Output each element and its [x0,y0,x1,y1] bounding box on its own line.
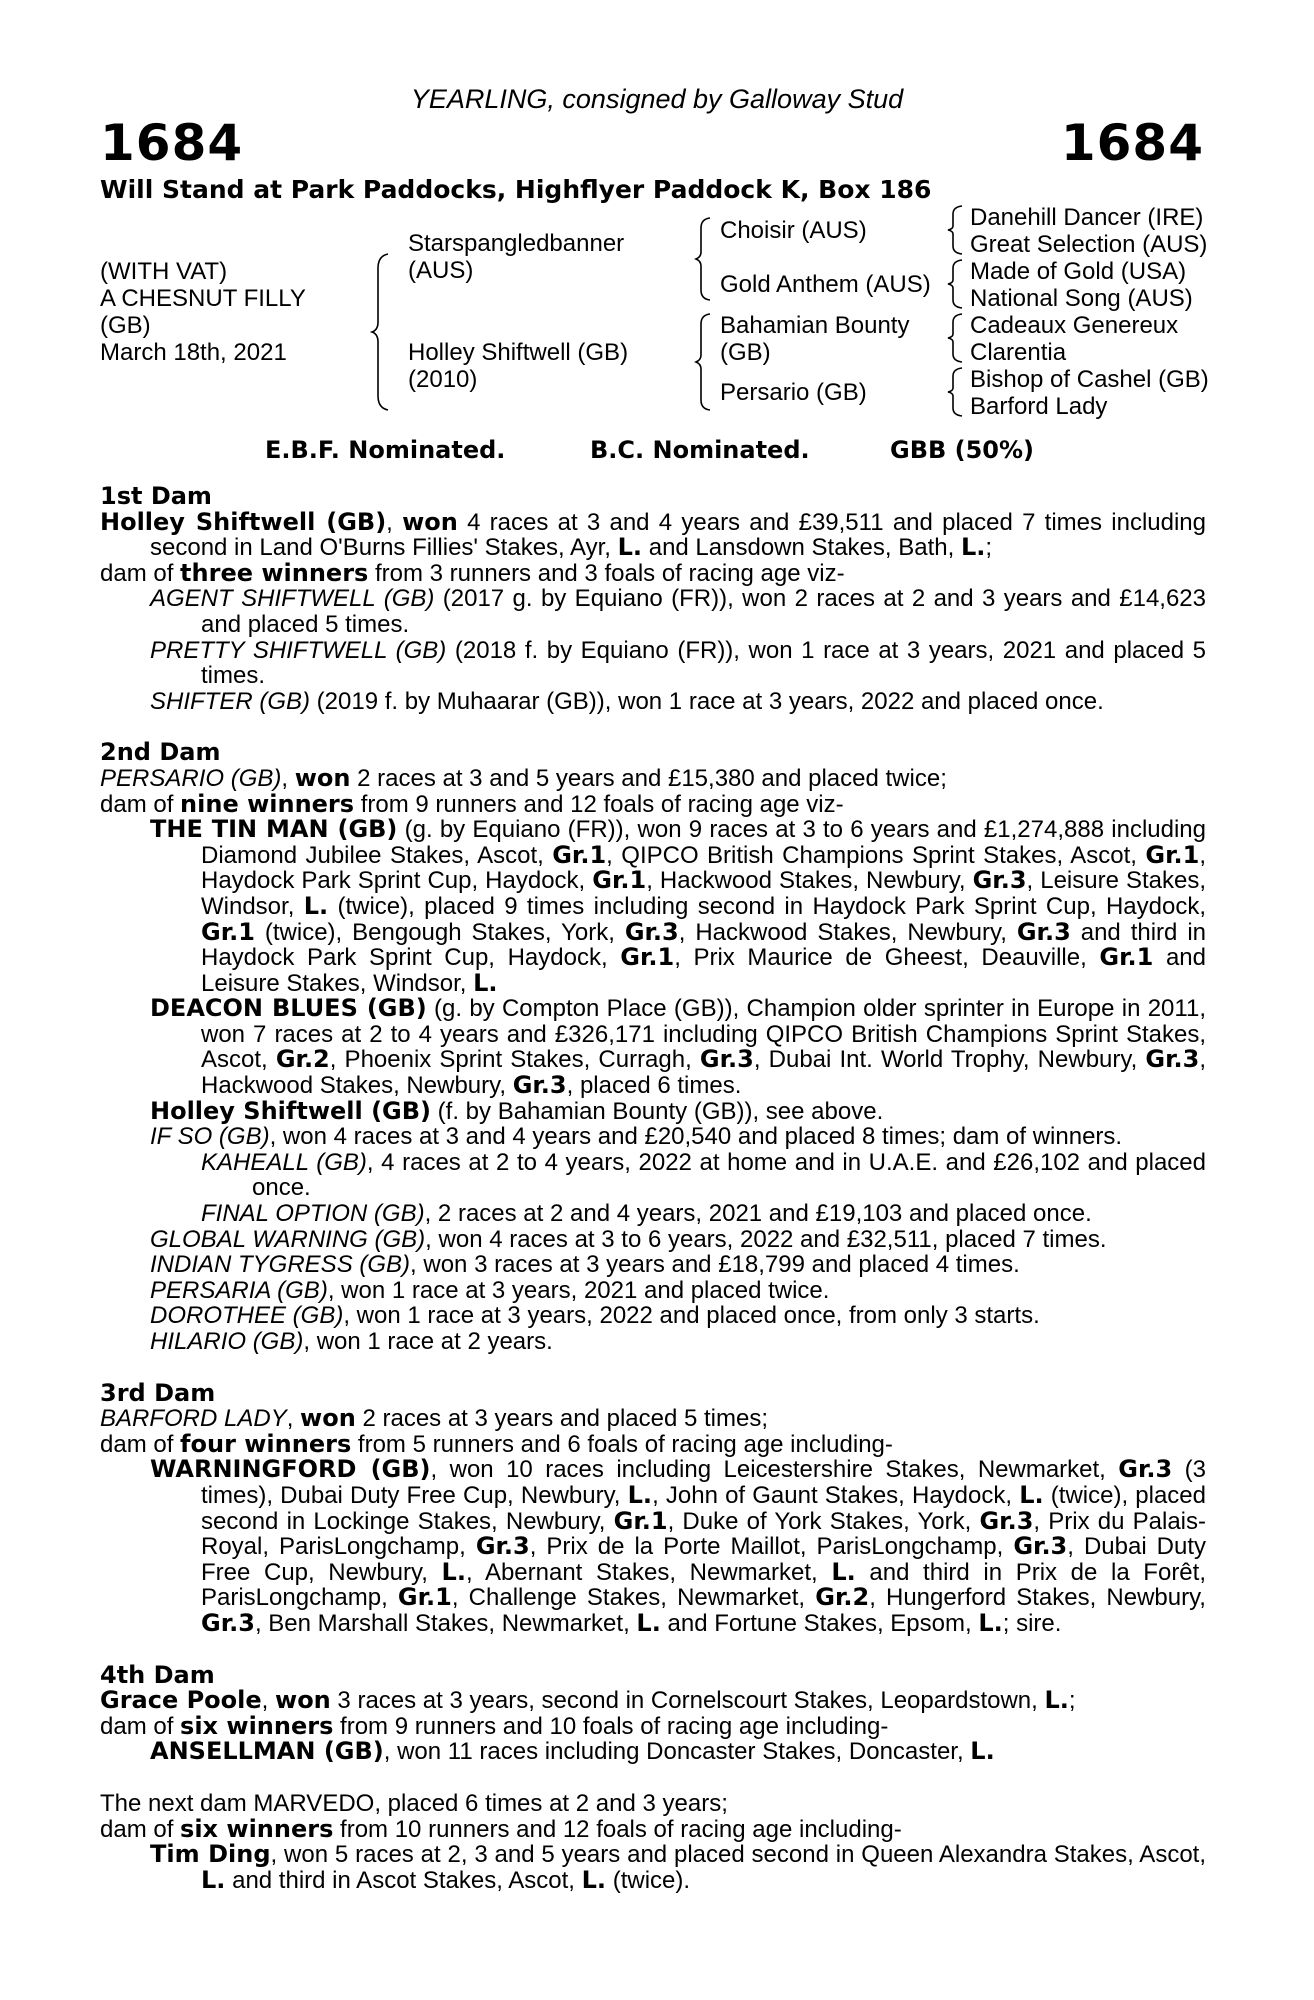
sd-dam: National Song (AUS) [970,285,1193,312]
consignor-line: YEARLING, consigned by Galloway Stud [410,84,904,114]
produce-entry: AGENT SHIFTWELL (GB) (2017 g. by Equiano (FR)), won 2 races at 2 and 3 years and £14,623 and placed 5 times. [150,585,1207,638]
dam-name: Holley Shiftwell (GB) [408,339,629,366]
third-dam-produce-summary: dam of four winners from 5 runners and 6 foals of racing age including- [100,1429,893,1458]
produce-entry: THE TIN MAN (GB) (g. by Equiano (FR)), won 9 races at 3 to 6 years and £1,274,888 including Diamond Jubilee Stakes, Ascot, Gr.1, QIPCO British Champions Sprint Stakes, Ascot, Gr.1, Haydock Park Sprint Cup, Haydock, Gr.1, Hackwood Stakes, Newbury, Gr.3, Leisure Stakes, Windsor, L. (twice), placed 9 times including second in Haydock Park Sprint Cup, Haydock, Gr.1 (twice), Bengough Stakes, York, Gr.3, Hackwood Stakes, Newbury, Gr.3 and third in Haydock Park Sprint Cup, Haydock, Gr.1, Prix Maurice de Gheest, Deauville, Gr.1 and Leisure Stakes, Windsor, L. [150,815,1207,997]
brace-ss [946,204,966,256]
fourth-dam-record: Grace Poole, won 3 races at 3 years, second in Cornelscourt Stakes, Leopardstown, L.; [100,1686,1076,1715]
second-dam-produce-summary: dam of nine winners from 9 runners and 12 foals of racing age viz- [100,789,844,818]
stabling-location: Will Stand at Park Paddocks, Highflyer Paddock K, Box 186 [100,175,932,204]
brace-sd [946,258,966,310]
ds-sire: Cadeaux Genereux [970,312,1179,339]
second-dam-record: PERSARIO (GB), won 2 races at 3 and 5 years and £15,380 and placed twice; [100,763,947,792]
pedigree-brace-main [370,252,394,412]
produce-entry: GLOBAL WARNING (GB), won 4 races at 3 to 6 years, 2022 and £32,511, placed 7 times. [150,1225,1107,1253]
fourth-dam-produce-summary: dam of six winners from 9 runners and 10 foals of racing age including- [100,1711,889,1740]
pedigree-brace-dam [694,312,714,412]
first-dam-heading: 1st Dam [100,482,212,510]
lot-name-line2: (GB) [100,312,151,339]
ebf-nomination: E.B.F. Nominated. [265,436,506,464]
bc-nomination: B.C. Nominated. [590,436,810,464]
ss-sire: Danehill Dancer (IRE) [970,204,1204,231]
fourth-dam-heading: 4th Dam [100,1660,215,1689]
sire-name: Starspangledbanner [408,230,625,257]
sire-origin: (AUS) [408,257,474,284]
third-dam-record: BARFORD LADY, won 2 races at 3 years and placed 5 times; [100,1404,769,1433]
vat-note: (WITH VAT) [100,258,228,285]
produce-entry: ANSELLMAN (GB), won 11 races including Doncaster Stakes, Doncaster, L. [150,1737,995,1766]
first-dam-produce-summary: dam of three winners from 3 runners and 3 foals of racing age viz- [100,558,845,587]
dam-sire-line1: Bahamian Bounty [720,312,910,339]
dam-dam: Persario (GB) [720,379,867,406]
lot-number-left: 1684 [100,114,244,172]
grand-produce-entry: FINAL OPTION (GB), 2 races at 2 and 4 years, 2021 and £19,103 and placed once. [201,1200,1092,1228]
dd-dam: Barford Lady [970,393,1108,420]
third-dam-heading: 3rd Dam [100,1378,216,1407]
sire-sire: Choisir (AUS) [720,217,867,244]
produce-entry: SHIFTER (GB) (2019 f. by Muhaarar (GB)), won 1 race at 3 years, 2022 and placed once. [150,687,1104,715]
second-dam-heading: 2nd Dam [100,738,221,767]
ds-dam: Clarentia [970,339,1067,366]
produce-entry: Holley Shiftwell (GB) (f. by Bahamian Bounty (GB)), see above. [150,1096,884,1125]
produce-entry: DEACON BLUES (GB) (g. by Compton Place (GB)), Champion older sprinter in Europe in 2011, won 7 races at 2 to 4 years and £326,171 including QIPCO British Champions Sprint Stakes, Ascot, Gr.2, Phoenix Sprint Stakes, Curragh, Gr.3, Dubai Int. World Trophy, Newbury, Gr.3, Hackwood Stakes, Newbury, Gr.3, placed 6 times. [150,994,1207,1100]
next-dam-produce-summary: dam of six winners from 10 runners and 12 foals of racing age including- [100,1814,902,1843]
first-dam-record: Holley Shiftwell (GB), won 4 races at 3 and 4 years and £39,511 and placed 7 times including second in Land O'Burns Fillies' Stakes, Ayr, L. and Lansdown Stakes, Bath, L.; [100,507,1206,562]
brace-ds [946,312,966,364]
first-dam-name: Holley Shiftwell (GB) [100,507,387,536]
produce-entry: DOROTHEE (GB), won 1 race at 3 years, 2022 and placed once, from only 3 starts. [150,1302,1040,1330]
produce-entry: Tim Ding, won 5 races at 2, 3 and 5 years and placed second in Queen Alexandra Stakes, Ascot, L. and third in Ascot Stakes, Ascot, L. (twice). [150,1840,1206,1894]
ss-dam: Great Selection (AUS) [970,231,1208,258]
produce-entry: PERSARIA (GB), won 1 race at 3 years, 2021 and placed twice. [150,1276,830,1304]
sire-dam: Gold Anthem (AUS) [720,271,931,298]
produce-entry: WARNINGFORD (GB), won 10 races including Leicestershire Stakes, Newmarket, Gr.3 (3 times), Dubai Duty Free Cup, Newbury, L., John of Gaunt Stakes, Haydock, L. (twice), placed second in Lockinge Stakes, Newbury, Gr.1, Duke of York Stakes, York, Gr.3, Prix du Palais-Royal, ParisLongchamp, Gr.3, Prix de la Porte Maillot, ParisLongchamp, Gr.3, Dubai Duty Free Cup, Newbury, L., Abernant Stakes, Newmarket, L. and third in Prix de la Forêt, ParisLongchamp, Gr.1, Challenge Stakes, Newmarket, Gr.2, Hungerford Stakes, Newbury, Gr.3, Ben Marshall Stakes, Newmarket, L. and Fortune Stakes, Epsom, L.; sire. [150,1455,1207,1637]
produce-entry: INDIAN TYGRESS (GB), won 3 races at 3 years and £18,799 and placed 4 times. [150,1251,1020,1279]
produce-entry: HILARIO (GB), won 1 race at 2 years. [150,1328,553,1355]
next-dam-record: The next dam MARVEDO, placed 6 times at 2 and 3 years; [100,1789,728,1817]
produce-entry: PRETTY SHIFTWELL (GB) (2018 f. by Equiano (FR)), won 1 race at 3 years, 2021 and placed 5 times. [150,636,1206,690]
grand-produce-entry: KAHEALL (GB), 4 races at 2 to 4 years, 2022 at home and in U.A.E. and £26,102 and placed once. [201,1148,1207,1202]
lot-number-right: 1684 [1060,114,1204,172]
dam-sire-line2: (GB) [720,339,771,366]
date-of-birth: March 18th, 2021 [100,339,287,366]
brace-dd [946,366,966,418]
gbb-rating: GBB (50%) [890,436,1035,464]
pedigree-brace-sire [694,216,714,302]
dd-sire: Bishop of Cashel (GB) [970,366,1209,393]
produce-record [100,484,1206,1893]
sd-sire: Made of Gold (USA) [970,258,1187,285]
lot-name-line1: A CHESNUT FILLY [100,285,306,312]
dam-year: (2010) [408,366,478,393]
produce-entry: IF SO (GB), won 4 races at 3 and 4 years and £20,540 and placed 8 times; dam of winners. [150,1123,1123,1151]
